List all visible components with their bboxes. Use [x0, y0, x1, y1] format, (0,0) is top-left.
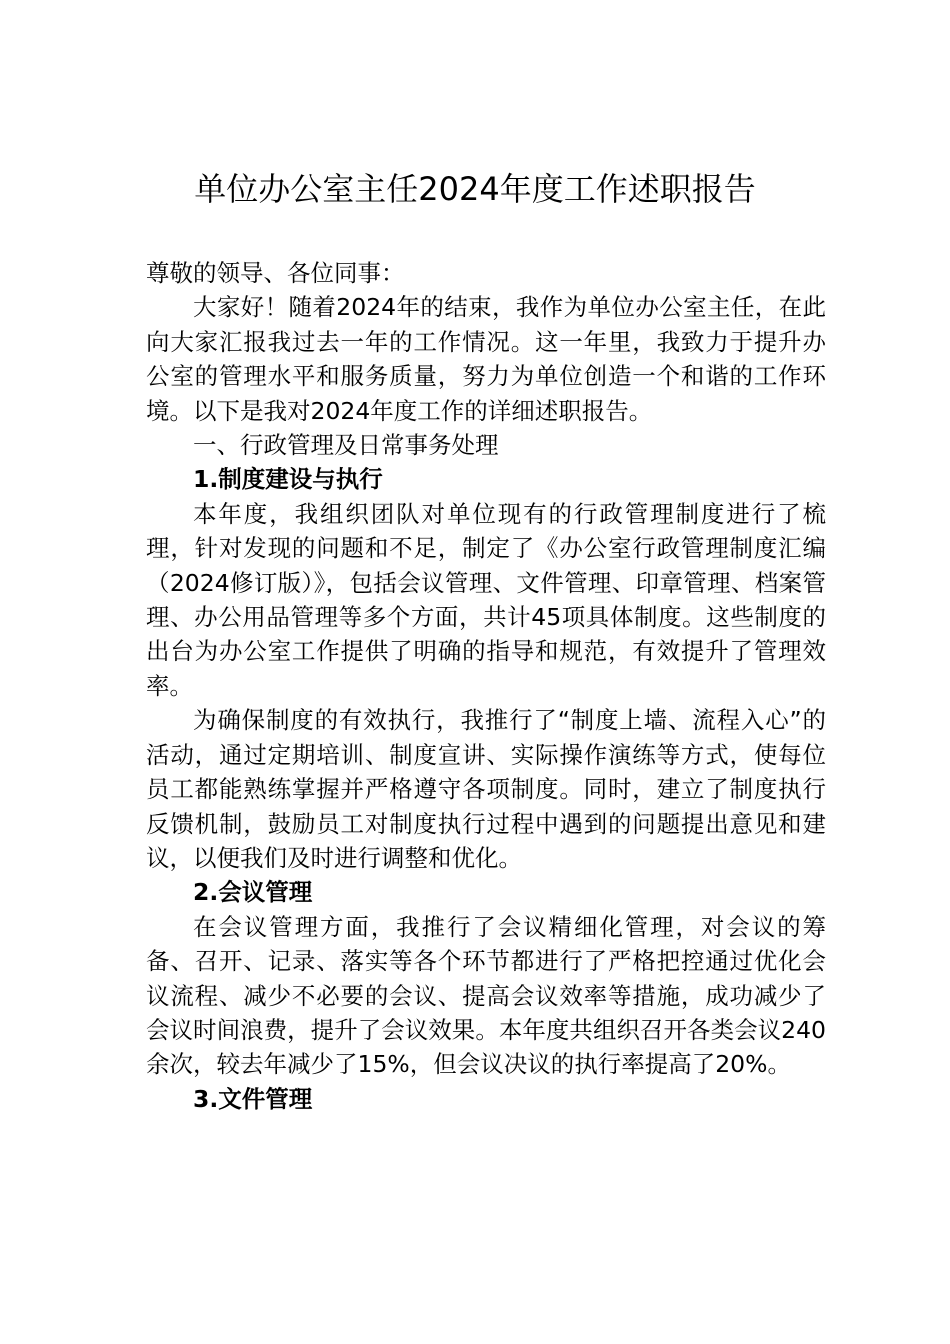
salutation: 尊敬的领导、各位同事： — [146, 259, 405, 287]
section-heading: 一、行政管理及日常事务处理 — [193, 431, 499, 460]
subheading: 1.制度建设与执行 — [193, 465, 383, 494]
document-title: 单位办公室主任2024年度工作述职报告 — [194, 170, 756, 208]
subheading: 3.文件管理 — [193, 1084, 313, 1113]
document-body — [146, 256, 826, 1116]
body-paragraph: 在会议管理方面，我推行了会议精细化管理，对会议的筹备、召开、记录、落实等各个环节都进行了严格把控通过优化会议流程、减少不必要的会议、提高会议效率等措施，成功减少了会议时间浪费，提升了会议效果。本年度共组织召开各类会议240余次，较去年减少了15%，但会议决议的执行率提高了20%。 — [146, 912, 826, 1079]
intro-paragraph: 大家好！随着2024年的结束，我作为单位办公室主任，在此向大家汇报我过去一年的工作情况。这一年里，我致力于提升办公室的管理水平和服务质量，努力为单位创造一个和谐的工作环境。以下是我对2024年度工作的详细述职报告。 — [146, 293, 826, 425]
body-paragraph: 为确保制度的有效执行，我推行了“制度上墙、流程入心”的活动，通过定期培训、制度宣讲、实际操作演练等方式，使每位员工都能熟练掌握并严格遵守各项制度。同时，建立了制度执行反馈机制，鼓励员工对制度执行过程中遇到的问题提出意见和建议，以便我们及时进行调整和优化。 — [146, 706, 826, 872]
subheading: 2.会议管理 — [193, 878, 313, 907]
body-paragraph: 本年度，我组织团队对单位现有的行政管理制度进行了梳理，针对发现的问题和不足，制定了《办公室行政管理制度汇编（2024修订版）》，包括会议管理、文件管理、印章管理、档案管理、办公用品管理等多个方面，共计45项具体制度。这些制度的出台为办公室工作提供了明确的指导和规范，有效提升了管理效率。 — [146, 499, 826, 700]
